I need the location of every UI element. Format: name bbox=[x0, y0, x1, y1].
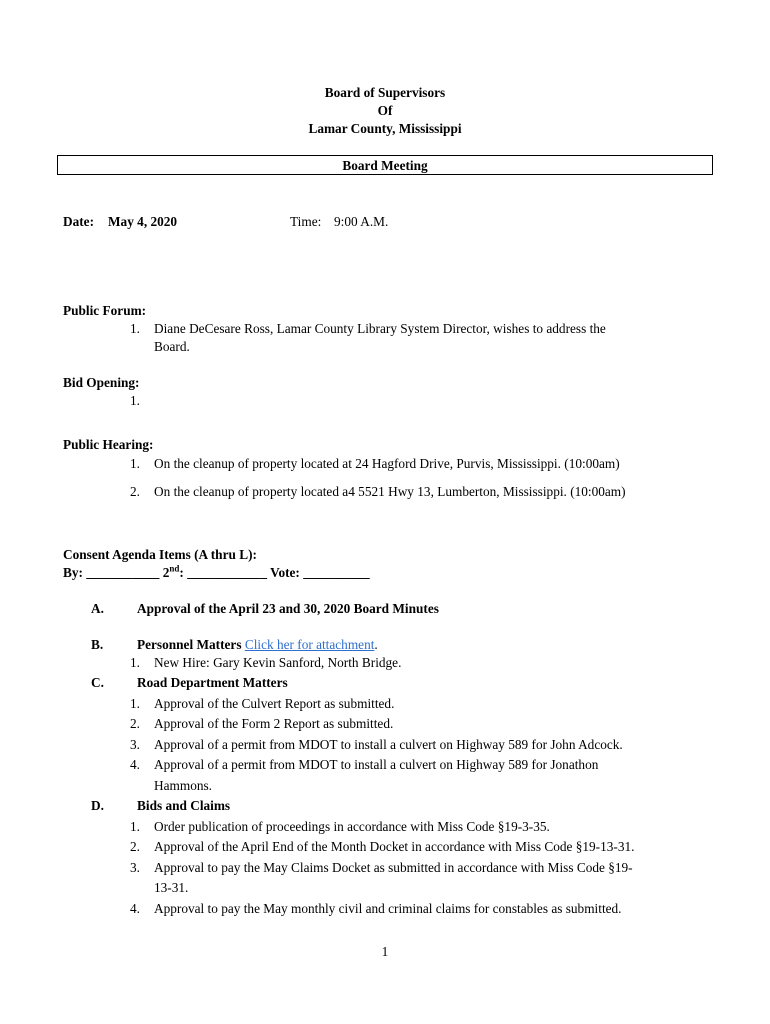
section-d-item-num: 4. bbox=[130, 901, 140, 916]
section-d-item-text: Approval to pay the May monthly civil and criminal claims for constables as submitted. bbox=[154, 901, 622, 916]
section-d-item-num: 3. bbox=[130, 860, 140, 875]
section-d-item-text: Order publication of proceedings in accordance with Miss Code §19-3-35. bbox=[154, 819, 550, 834]
time-label: Time: bbox=[290, 214, 322, 229]
date-label: Date: bbox=[63, 214, 95, 229]
section-d-item-text: Approval to pay the May Claims Docket as submitted in accordance with Miss Code §19- bbox=[154, 860, 633, 875]
attachment-link[interactable]: Click her for attachment bbox=[244, 637, 375, 652]
section-a-letter: A. bbox=[91, 601, 104, 616]
public-hearing-item-num: 1. bbox=[130, 456, 140, 471]
date-value: May 4, 2020 bbox=[108, 214, 178, 229]
section-c-item-num: 1. bbox=[130, 696, 140, 711]
section-c-item-text: Approval of a permit from MDOT to install a culvert on Highway 589 for John Adcock. bbox=[154, 737, 623, 752]
public-hearing-heading: Public Hearing: bbox=[63, 437, 154, 452]
section-b-title: Personnel Matters bbox=[137, 637, 242, 652]
header-title-line3: Lamar County, Mississippi bbox=[308, 121, 462, 136]
section-d-item-num: 2. bbox=[130, 839, 140, 854]
section-b-item-num: 1. bbox=[130, 655, 140, 670]
meeting-title: Board Meeting bbox=[342, 158, 428, 173]
vote-blank: __________ bbox=[303, 565, 370, 580]
public-hearing-item-num: 2. bbox=[130, 484, 140, 499]
section-c-item-num: 4. bbox=[130, 757, 140, 772]
consent-agenda-heading: Consent Agenda Items (A thru L): bbox=[63, 547, 257, 562]
section-c-item-text-cont: Hammons. bbox=[154, 778, 212, 793]
section-d-item-num: 1. bbox=[130, 819, 140, 834]
header-title-line2: Of bbox=[377, 103, 393, 118]
public-forum-heading: Public Forum: bbox=[63, 303, 147, 318]
section-c-item-num: 2. bbox=[130, 716, 140, 731]
public-forum-item-text-cont: Board. bbox=[154, 339, 190, 354]
public-hearing-item-text: On the cleanup of property located a4 5521 Hwy 13, Lumberton, Mississippi. (10:00am) bbox=[154, 484, 626, 499]
section-a-title: Approval of the April 23 and 30, 2020 Board Minutes bbox=[137, 601, 439, 616]
link-suffix: . bbox=[374, 637, 378, 652]
public-hearing-item-text: On the cleanup of property located at 24 Hagford Drive, Purvis, Mississippi. (10:00am) bbox=[154, 456, 620, 471]
consent-vote-line bbox=[63, 565, 370, 581]
section-c-title: Road Department Matters bbox=[137, 675, 288, 690]
second-label: 2 bbox=[162, 565, 170, 580]
section-c-item-text: Approval of the Culvert Report as submitted. bbox=[154, 696, 395, 711]
by-label: By: bbox=[63, 565, 83, 580]
second-superscript: nd bbox=[169, 563, 180, 574]
bid-opening-heading: Bid Opening: bbox=[63, 375, 140, 390]
header-title-line1: Board of Supervisors bbox=[324, 85, 446, 100]
section-c-item-num: 3. bbox=[130, 737, 140, 752]
vote-label: Vote: bbox=[270, 565, 300, 580]
public-forum-item-text: Diane DeCesare Ross, Lamar County Library System Director, wishes to address the bbox=[154, 321, 606, 336]
section-c-item-text: Approval of the Form 2 Report as submitted. bbox=[154, 716, 394, 731]
section-c-letter: C. bbox=[91, 675, 104, 690]
section-d-item-text: Approval of the April End of the Month Docket in accordance with Miss Code §19-13-31. bbox=[154, 839, 635, 854]
section-d-letter: D. bbox=[91, 798, 104, 813]
section-b-item-text: New Hire: Gary Kevin Sanford, North Bridge. bbox=[154, 655, 402, 670]
second-colon: : bbox=[179, 565, 184, 580]
by-blank: ___________ bbox=[86, 565, 160, 580]
public-forum-item-num: 1. bbox=[130, 321, 140, 336]
section-b-title-line bbox=[137, 637, 378, 653]
second-blank: ____________ bbox=[187, 565, 267, 580]
section-b-letter: B. bbox=[91, 637, 104, 652]
meeting-title-box bbox=[57, 155, 713, 175]
time-value: 9:00 A.M. bbox=[334, 214, 389, 229]
section-c-item-text: Approval of a permit from MDOT to install a culvert on Highway 589 for Jonathon bbox=[154, 757, 599, 772]
section-d-title: Bids and Claims bbox=[137, 798, 231, 813]
section-d-item-text-cont: 13-31. bbox=[154, 880, 189, 895]
bid-opening-item-num: 1. bbox=[130, 393, 140, 408]
page-number: 1 bbox=[381, 944, 389, 959]
